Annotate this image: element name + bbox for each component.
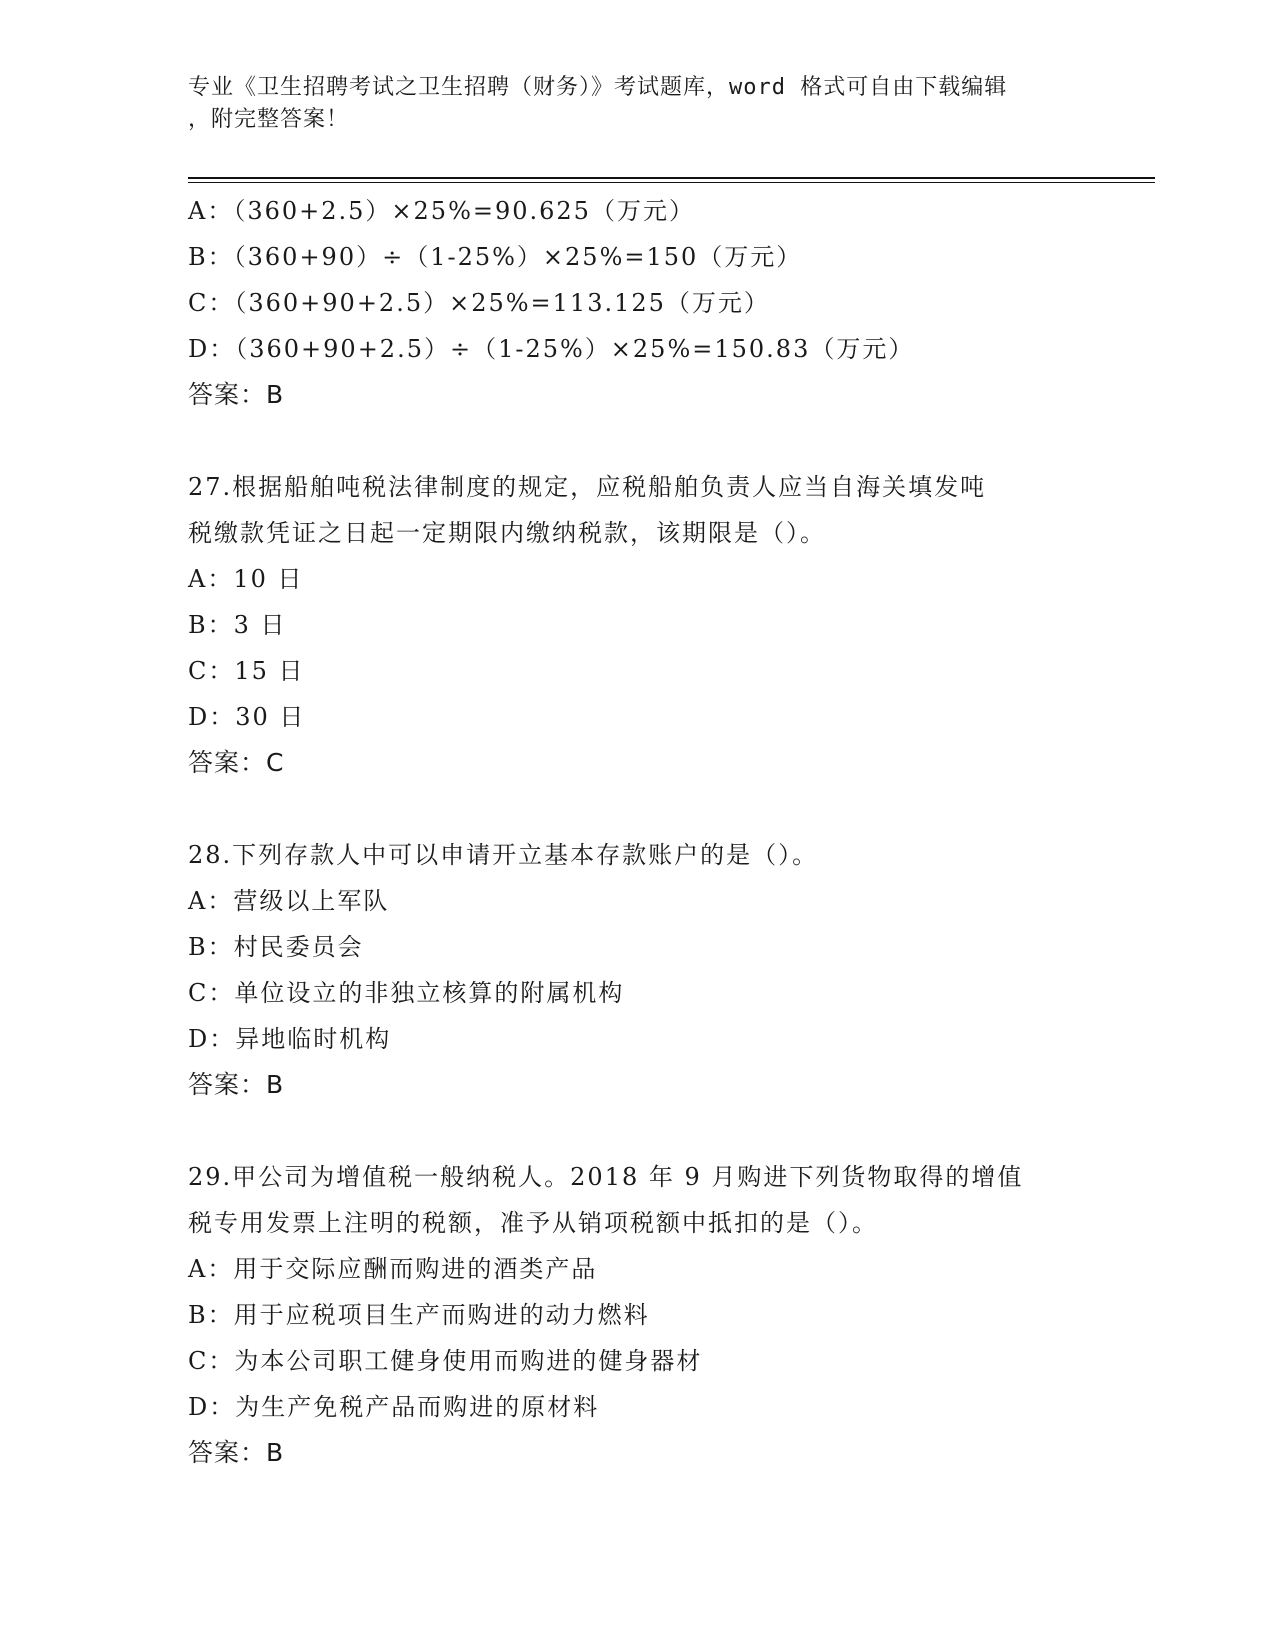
question-stem-line-2: 税缴款凭证之日起一定期限内缴纳税款，该期限是（）。 (188, 519, 826, 547)
answer: 答案：B (188, 1070, 285, 1099)
spacer (188, 418, 1148, 464)
option-a: A：用于交际应酬而购进的酒类产品 (188, 1255, 598, 1283)
option-a: A：营级以上军队 (188, 887, 390, 915)
document-header (188, 72, 1088, 136)
option-d: D：异地临时机构 (188, 1025, 392, 1053)
option-c: C：单位设立的非独立核算的附属机构 (188, 979, 625, 1007)
answer: 答案：B (188, 380, 285, 409)
option-c: C：（360+90+2.5）×25%=113.125（万元） (188, 289, 770, 317)
option-b: B：3 日 (188, 611, 287, 639)
question-stem-line-1: 29.甲公司为增值税一般纳税人。2018 年 9 月购进下列货物取得的增值 (188, 1163, 1024, 1191)
option-d: D：为生产免税产品而购进的原材料 (188, 1393, 600, 1421)
question-27 (188, 464, 1148, 786)
question-stem-line-1: 27.根据船舶吨税法律制度的规定，应税船舶负责人应当自海关填发吨 (188, 473, 987, 501)
option-d: D：（360+90+2.5）÷（1-25%）×25%=150.83（万元） (188, 335, 915, 363)
spacer (188, 1108, 1148, 1154)
header-rule-thin (188, 182, 1155, 183)
option-c: C：为本公司职工健身使用而购进的健身器材 (188, 1347, 703, 1375)
spacer (188, 786, 1148, 832)
question-26 (188, 188, 1148, 418)
option-b: B：村民委员会 (188, 933, 364, 961)
option-a: A：10 日 (188, 565, 304, 593)
question-stem-line-2: 税专用发票上注明的税额，准予从销项税额中抵扣的是（）。 (188, 1209, 878, 1237)
question-29 (188, 1154, 1148, 1476)
answer: 答案：C (188, 748, 285, 777)
option-b: B：（360+90）÷（1-25%）×25%=150（万元） (188, 243, 803, 271)
question-list (188, 188, 1148, 1476)
header-line-1: 专业《卫生招聘考试之卫生招聘（财务）》考试题库，word 格式可自由下载编辑 (188, 75, 1008, 100)
option-d: D：30 日 (188, 703, 306, 731)
option-b: B：用于应税项目生产而购进的动力燃料 (188, 1301, 650, 1329)
option-a: A：（360+2.5）×25%=90.625（万元） (188, 197, 695, 225)
answer: 答案：B (188, 1438, 285, 1467)
question-28 (188, 832, 1148, 1108)
question-stem-line-1: 28.下列存款人中可以申请开立基本存款账户的是（）。 (188, 841, 819, 869)
option-c: C：15 日 (188, 657, 305, 685)
header-line-2: ，附完整答案！ (188, 107, 350, 132)
header-rule-thick (188, 177, 1155, 179)
